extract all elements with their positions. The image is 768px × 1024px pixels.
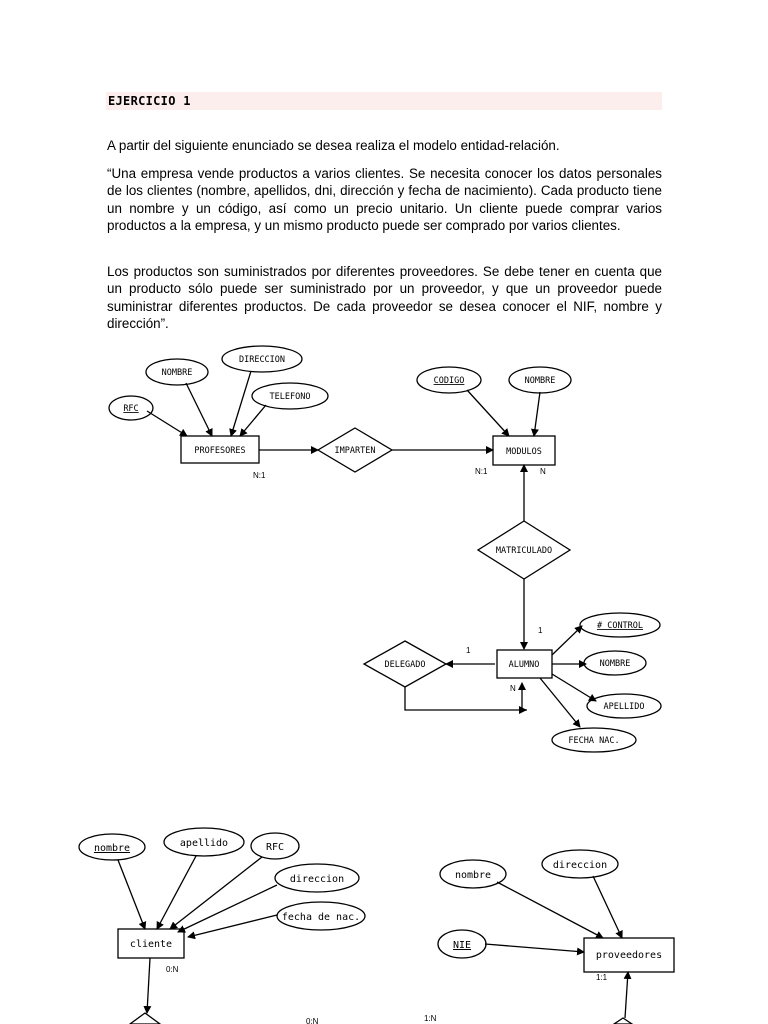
cardinality-label: N	[510, 684, 516, 693]
cardinality-label: N:1	[475, 467, 488, 476]
attr-label-rfc: RFC	[265, 842, 285, 853]
intro-paragraph: A partir del siguiente enunciado se desea realiza el modelo entidad-relación.	[107, 138, 560, 153]
attr-label-rfc: RFC	[123, 404, 139, 414]
attr-label-apellido: apellido	[179, 838, 229, 849]
connector-line	[118, 860, 145, 929]
attr-label-direccion: DIRECCION	[238, 355, 286, 365]
connector-line	[405, 687, 527, 710]
connector-line	[534, 392, 540, 436]
attr-label-direccion: direccion	[552, 860, 608, 871]
attr-label-nombre: NOMBRE	[161, 368, 193, 378]
relationship-diamond	[130, 1013, 160, 1024]
connector-line	[485, 944, 584, 952]
attr-label-fecha-de-nac: fecha de nac.	[281, 912, 361, 923]
connector-line	[552, 626, 582, 655]
rel-label-imparten: IMPARTEN	[334, 446, 376, 456]
cardinality-label: 1:N	[424, 1014, 437, 1023]
attr-label-nombre: nombre	[93, 843, 131, 854]
attr-label-codigo: CODIGO	[433, 376, 465, 386]
connector-line	[170, 857, 262, 929]
rel-label-matriculado: MATRICULADO	[495, 546, 553, 556]
connector-line	[552, 674, 596, 701]
exercise-heading: EJERCICIO 1	[108, 94, 191, 108]
attr-label-nombre: nombre	[454, 870, 492, 881]
attr-label-apellido: APELLIDO	[603, 702, 645, 712]
rel-label-delegado: DELEGADO	[384, 660, 426, 670]
cardinality-label: 0:N	[306, 1017, 319, 1024]
statement-paragraph-2: Los productos son suministrados por diferentes proveedores. Se debe tener en cuenta que un producto sólo puede ser suministrado por un proveedor, y que un proveedor puede suministrar diferentes productos. De cada proveedor se desea conocer el NIF, nombre y dirección”.	[107, 264, 662, 331]
connector-line	[188, 915, 277, 937]
connector-line	[593, 876, 622, 938]
attr-label-control: # CONTROL	[596, 621, 644, 631]
cardinality-label: 1:1	[596, 973, 608, 982]
connector-line	[147, 958, 150, 1013]
er-diagram-2	[79, 828, 674, 1024]
entity-label-alumno: ALUMNO	[508, 660, 540, 670]
connector-line	[540, 678, 580, 727]
entity-label-profesores: PROFESORES	[194, 446, 246, 456]
attr-label-fecha-nac: FECHA NAC.	[568, 736, 620, 746]
attr-label-telefono: TELEFONO	[269, 392, 311, 402]
connector-line	[178, 885, 277, 932]
cardinality-label: 1	[538, 626, 543, 635]
connector-line	[625, 972, 628, 1018]
cardinality-label: N:1	[253, 471, 266, 480]
connector-line	[157, 856, 196, 929]
cardinality-label: 1	[466, 646, 471, 655]
connector-line	[147, 411, 187, 436]
entity-label-cliente: cliente	[129, 939, 173, 950]
attr-label-direccion: direccion	[289, 874, 345, 885]
attr-label-nie: NIE	[452, 940, 472, 951]
er-diagram-1	[109, 346, 661, 752]
connector-line	[186, 383, 212, 436]
cardinality-label: 0:N	[166, 965, 179, 974]
attr-label-nombre: NOMBRE	[524, 376, 556, 386]
statement-paragraph-1: “Una empresa vende productos a varios clientes. Se necesita conocer los datos personales de los clientes (nombre, apellidos, dni, dirección y fecha de nacimiento). Cada producto tiene un nombre y un código, así como un precio unitario. Un cliente puede comprar varios productos a la empresa, y un mismo producto puede ser comprado por varios clientes.	[107, 166, 662, 233]
relationship-diamond	[614, 1018, 632, 1024]
attr-label-nombre: NOMBRE	[599, 659, 631, 669]
entity-label-proveedores: proveedores	[595, 950, 663, 961]
connector-line	[240, 405, 266, 436]
connector-line	[467, 390, 509, 436]
cardinality-label: N	[540, 467, 546, 476]
connector-line	[497, 882, 603, 938]
entity-label-modulos: MODULOS	[506, 447, 542, 457]
